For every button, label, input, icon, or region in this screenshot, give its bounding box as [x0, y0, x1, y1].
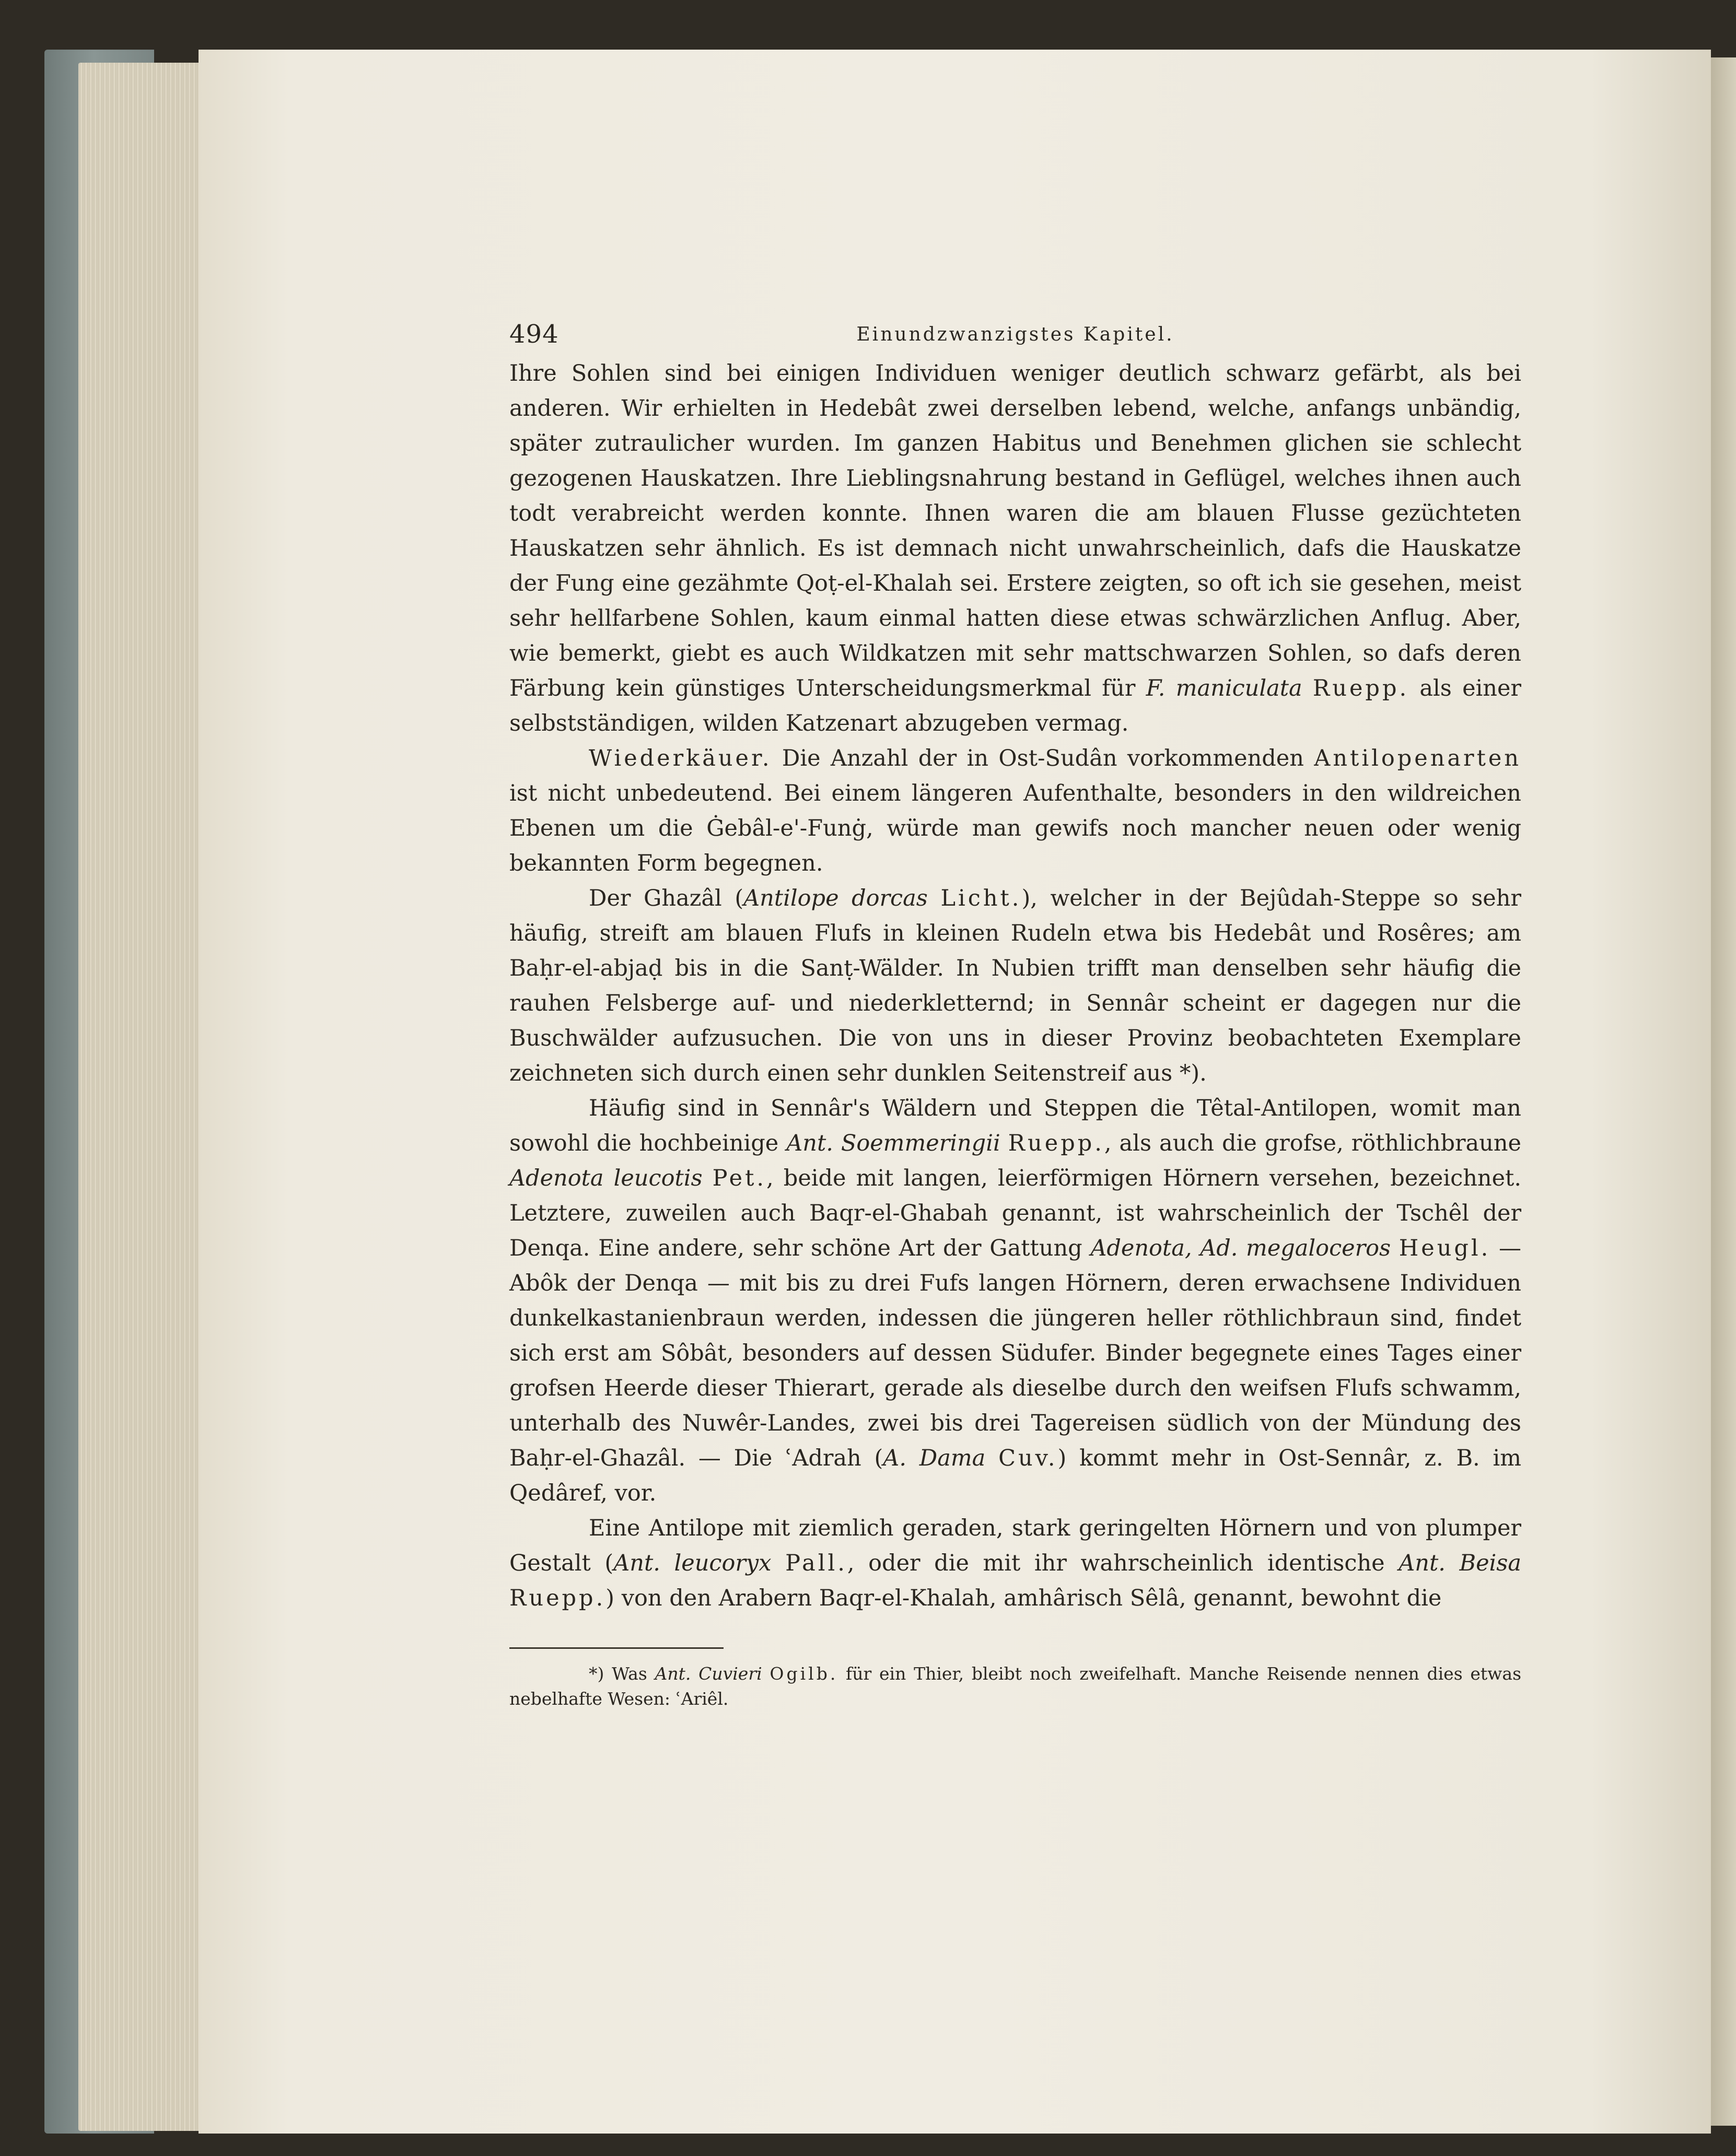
footnote — [509, 1661, 1521, 1712]
text-run: Eine Antilope mit ziemlich geraden, stark geringelten Hörnern und von plumper Gestalt ( — [509, 1515, 1521, 1576]
text-run: Ihre Sohlen sind bei einigen Individuen weniger deutlich schwarz gefärbt, als bei anderen. Wir erhielten in Hedebât zwei derselben lebend, welche, anfangs unbändig, später zutraulicher wurden. Im ganzen Habitus und Benehmen glichen sie schlecht gezogenen Hauskatzen. Ihre Lieblingsnahrung bestand in Geflügel, welches ihnen auch todt verabreicht werden konnte. Ihnen waren die am blauen Flusse gezüchteten Hauskatzen sehr ähnlich. Es ist demnach nicht unwahrscheinlich, dafs die Hauskatze der Fung eine gezähmte Qoṭ-el-Khalah sei. Erstere zeigten, so oft ich sie gesehen, meist sehr hellfarbene Sohlen, kaum einmal hatten diese etwas schwärzlichen Anflug. Aber, wie bemerkt, giebt es auch Wildkatzen mit sehr mattschwarzen Sohlen, so dafs deren Färbung kein günstiges Unterscheidungsmerkmal für — [509, 360, 1521, 701]
text-run: — Abôk der Denqa — mit bis zu drei Fufs langen Hörnern, deren erwachsene Individuen dunkelkastanienbraun werden, indessen die jüngeren heller röthlichbraun sind, findet sich erst am Sôbât, besonders auf dessen Südufer. Binder begegnete eines Tages einer grofsen Heerde dieser Thierart, gerade als dieselbe durch den weifsen Flufs schwamm, unterhalb des Nuwêr-Landes, zwei bis drei Tagereisen südlich von der Mündung des Baḥr-el-Ghazâl. — Die ʿAdrah ( — [509, 1235, 1521, 1471]
italic-run: Antilope dorcas — [743, 885, 928, 911]
text-run: ) kommt mehr in Ost-Sennâr, z. B. im Qedâref, vor. — [509, 1445, 1521, 1506]
spaced-run: Cuv. — [998, 1445, 1058, 1471]
spaced-run: Antilopenarten — [1314, 745, 1521, 771]
paragraph — [509, 1511, 1521, 1616]
text-run — [985, 1445, 998, 1471]
text-block — [509, 320, 1521, 1712]
text-run — [1000, 1130, 1008, 1156]
spaced-run: Pall. — [785, 1550, 847, 1576]
text-run: als einer selbstständigen, wilden Katzenart abzugeben vermag. — [509, 675, 1521, 736]
text-run: ) von den Arabern Baqr-el-Khalah, amhârisch Sêlâ, genannt, bewohnt die — [605, 1585, 1442, 1611]
text-run: , oder die mit ihr wahrscheinlich identische — [847, 1550, 1399, 1576]
text-run: Häufig sind in Sennâr's Wäldern und Steppen die Têtal-Antilopen, womit man sowohl die hochbeinige — [509, 1095, 1521, 1156]
spaced-run: Licht. — [940, 885, 1022, 911]
spaced-run: Ruepp. — [1008, 1130, 1104, 1156]
text-run — [762, 1663, 770, 1684]
text-run — [771, 1550, 785, 1576]
text-run — [1391, 1235, 1399, 1261]
body-text — [509, 356, 1521, 1616]
spaced-run: Ogilb. — [770, 1663, 838, 1684]
text-run: , beide mit langen, leierförmigen Hörnern versehen, bezeichnet. Letztere, zuweilen auch Baqr-el-Ghabah genannt, ist wahrscheinlich der Tschêl der Denqa. Eine andere, sehr schöne Art der Gattung — [509, 1165, 1521, 1261]
facing-page-edge — [1708, 57, 1736, 2126]
text-run: für ein Thier, bleibt noch zweifelhaft. Manche Reisende nennen dies etwas nebelhafte Wesen: ʿAriêl. — [509, 1663, 1522, 1709]
running-title: Einundzwanzigstes Kapitel. — [856, 324, 1174, 345]
italic-run: Ant. Soemmeringii — [786, 1130, 1000, 1156]
spaced-run: Pet. — [712, 1165, 767, 1191]
spaced-run: Ruepp. — [1312, 675, 1409, 701]
italic-run: Ant. Cuvieri — [655, 1663, 762, 1684]
text-run: ist nicht unbedeutend. Bei einem längeren Aufenthalte, besonders in den wildreichen Ebenen um die Ġebâl-e'-Funġ, würde man gewifs noch mancher neuen oder wenig bekannten Form begegnen. — [509, 780, 1521, 876]
italic-run: Ant. Beisa — [1399, 1550, 1522, 1576]
text-run — [703, 1165, 713, 1191]
text-run — [1302, 675, 1313, 701]
italic-run: Adenota leucotis — [509, 1165, 703, 1191]
page-number: 494 — [509, 320, 559, 349]
paragraph — [509, 1091, 1521, 1511]
text-run: Der Ghazâl ( — [589, 885, 744, 911]
spaced-run: Wiederkäuer. — [589, 745, 772, 771]
running-head — [509, 320, 1521, 356]
italic-run: A. Dama — [883, 1445, 986, 1471]
paragraph — [509, 741, 1521, 881]
paragraph — [509, 356, 1521, 741]
paragraph — [509, 881, 1521, 1091]
text-run: Die Anzahl der in Ost-Sudân vorkommenden — [772, 745, 1314, 771]
spaced-run: Heugl. — [1399, 1235, 1491, 1261]
italic-run: Ant. leucoryx — [613, 1550, 772, 1576]
text-run: *) Was — [589, 1663, 655, 1684]
text-run — [928, 885, 941, 911]
italic-run: Adenota, Ad. megaloceros — [1090, 1235, 1391, 1261]
text-run: ), welcher in der Bejûdah-Steppe so sehr häufig, streift am blauen Flufs in kleinen Rudeln etwa bis Hedebât und Rosêres; am Baḥr-el-abjaḍ bis in die Sanṭ-Wälder. In Nubien trifft man denselben sehr häufig die rauhen Felsberge auf- und niederkletternd; in Sennâr scheint er dagegen nur die Buschwälder aufzusuchen. Die von uns in dieser Provinz beobachteten Exemplare zeichneten sich durch einen sehr dunklen Seitenstreif aus *). — [509, 885, 1521, 1086]
text-run: , als auch die grofse, röthlichbraune — [1104, 1130, 1521, 1156]
footnote-rule — [509, 1647, 724, 1649]
spaced-run: Ruepp. — [509, 1585, 606, 1611]
italic-run: F. maniculata — [1146, 675, 1302, 701]
